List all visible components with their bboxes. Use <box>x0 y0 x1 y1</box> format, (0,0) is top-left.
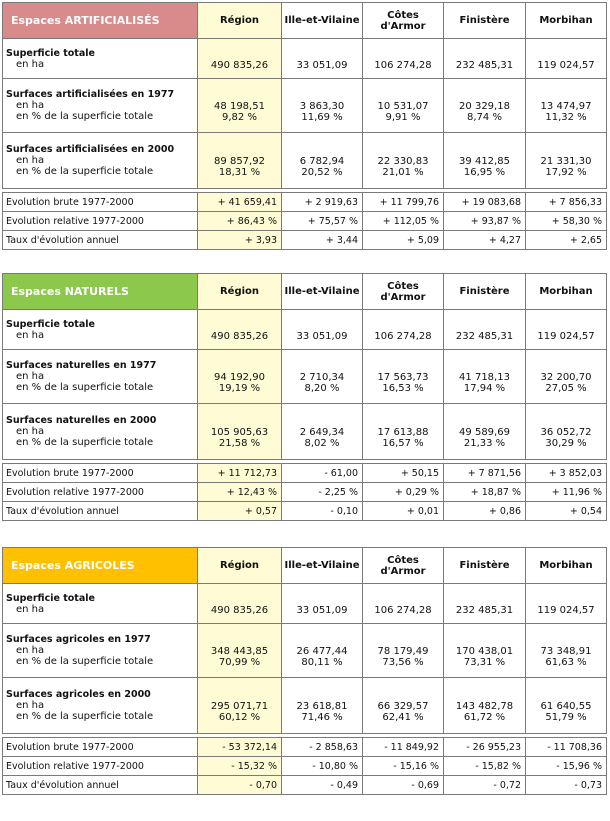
taux-evolution-row <box>3 231 607 250</box>
value-ille-et-vilaine <box>282 79 363 133</box>
value-pct: 61,63 % <box>545 656 587 668</box>
col-finistere: Finistère <box>444 274 526 310</box>
header-row <box>3 548 607 584</box>
value-cotes-armor: - 15,16 % <box>363 757 444 776</box>
value-finistere: 232 485,31 <box>444 310 526 350</box>
value-ille-et-vilaine: 33 051,09 <box>282 39 363 79</box>
value-morbihan: - 0,73 <box>526 776 607 795</box>
value-ha: 32 200,70 <box>540 371 592 383</box>
value-ha: 13 474,97 <box>540 100 592 112</box>
row-label: Taux d'évolution annuel <box>3 231 198 250</box>
value-finistere: + 4,27 <box>444 231 526 250</box>
evolution-brute-row <box>3 738 607 757</box>
value-finistere: + 18,87 % <box>444 483 526 502</box>
value-pct: 60,12 % <box>218 711 261 723</box>
value-cotes-armor: + 5,09 <box>363 231 444 250</box>
row-label: Evolution brute 1977-2000 <box>3 738 198 757</box>
value-ille-et-vilaine <box>282 133 363 189</box>
col-finistere: Finistère <box>444 3 526 39</box>
value-ha: 94 192,90 <box>214 371 265 383</box>
value-pct: 51,79 % <box>545 711 587 723</box>
value-ille-et-vilaine: - 61,00 <box>282 464 363 483</box>
value-morbihan <box>526 678 607 734</box>
year1977-row <box>3 79 607 133</box>
value-ha: 17 613,88 <box>377 426 429 438</box>
value-finistere: - 26 955,23 <box>444 738 526 757</box>
value-morbihan <box>526 79 607 133</box>
value-ha: 36 052,72 <box>540 426 592 438</box>
value-region <box>198 678 282 734</box>
value-finistere: + 19 083,68 <box>444 193 526 212</box>
value-finistere: + 7 871,56 <box>444 464 526 483</box>
value-ille-et-vilaine: - 0,10 <box>282 502 363 521</box>
value-morbihan <box>526 350 607 404</box>
value-pct: 71,46 % <box>301 711 343 723</box>
value-pct: 70,99 % <box>218 656 261 668</box>
row-label: Evolution relative 1977-2000 <box>3 212 198 231</box>
value-morbihan: + 11,96 % <box>526 483 607 502</box>
value-cotes-armor: + 11 799,76 <box>363 193 444 212</box>
row-label: Surfaces naturelles en 1977 en ha en % de la superficie totale <box>3 350 198 404</box>
value-ha: 170 438,01 <box>455 645 514 657</box>
value-region: + 41 659,41 <box>198 193 282 212</box>
superficie-row <box>3 584 607 624</box>
row-label: Superficie totale en ha <box>3 39 198 79</box>
value-pct: 17,94 % <box>463 382 506 394</box>
value-finistere: 232 485,31 <box>444 584 526 624</box>
row-label: Evolution brute 1977-2000 <box>3 193 198 212</box>
value-cotes-armor <box>363 678 444 734</box>
value-morbihan: + 2,65 <box>526 231 607 250</box>
value-pct: 11,32 % <box>545 111 587 123</box>
value-ille-et-vilaine: - 10,80 % <box>282 757 363 776</box>
value-ha: 78 179,49 <box>377 645 429 657</box>
value-region: 490 835,26 <box>198 310 282 350</box>
value-finistere: 232 485,31 <box>444 39 526 79</box>
row-label: Evolution brute 1977-2000 <box>3 464 198 483</box>
year1977-row <box>3 624 607 678</box>
taux-evolution-row <box>3 502 607 521</box>
value-pct: 8,02 % <box>304 437 340 449</box>
value-ha: 48 198,51 <box>214 100 265 112</box>
value-pct: 16,95 % <box>463 166 506 178</box>
value-ha: 39 412,85 <box>459 155 510 167</box>
value-ha: 22 330,83 <box>377 155 429 167</box>
value-ille-et-vilaine: + 2 919,63 <box>282 193 363 212</box>
superficie-row <box>3 39 607 79</box>
value-ille-et-vilaine <box>282 624 363 678</box>
evolution-relative-row <box>3 212 607 231</box>
col-ille-et-vilaine: Ille-et-Vilaine <box>282 3 363 39</box>
row-label: Taux d'évolution annuel <box>3 776 198 795</box>
value-cotes-armor: + 112,05 % <box>363 212 444 231</box>
value-pct: 17,92 % <box>545 166 587 178</box>
value-pct: 9,82 % <box>222 111 257 123</box>
value-cotes-armor <box>363 79 444 133</box>
value-region <box>198 79 282 133</box>
value-cotes-armor: + 50,15 <box>363 464 444 483</box>
value-finistere <box>444 624 526 678</box>
value-region <box>198 350 282 404</box>
value-morbihan <box>526 404 607 460</box>
value-cotes-armor <box>363 133 444 189</box>
value-finistere: - 15,82 % <box>444 757 526 776</box>
value-ha: 26 477,44 <box>296 645 348 657</box>
section-table <box>2 547 607 795</box>
value-finistere <box>444 133 526 189</box>
row-label: Surfaces naturelles en 2000 en ha en % de la superficie totale <box>3 404 198 460</box>
value-finistere <box>444 404 526 460</box>
section-1 <box>2 2 606 250</box>
col-region: Région <box>198 3 282 39</box>
col-cotes-armor: Côtes d'Armor <box>363 3 444 39</box>
evolution-relative-row <box>3 483 607 502</box>
value-cotes-armor <box>363 350 444 404</box>
value-region: + 3,93 <box>198 231 282 250</box>
value-pct: 30,29 % <box>545 437 587 449</box>
value-finistere <box>444 350 526 404</box>
value-cotes-armor: + 0,29 % <box>363 483 444 502</box>
value-ha: 295 071,71 <box>210 700 269 712</box>
value-region: + 11 712,73 <box>198 464 282 483</box>
value-ille-et-vilaine: - 2 858,63 <box>282 738 363 757</box>
superficie-row <box>3 310 607 350</box>
col-finistere: Finistère <box>444 548 526 584</box>
value-morbihan: + 58,30 % <box>526 212 607 231</box>
value-ha: 2 710,34 <box>299 371 345 383</box>
value-finistere: + 0,86 <box>444 502 526 521</box>
col-morbihan: Morbihan <box>526 274 607 310</box>
row-label: Surfaces agricoles en 1977 en ha en % de la superficie totale <box>3 624 198 678</box>
value-cotes-armor: - 0,69 <box>363 776 444 795</box>
value-pct: 21,01 % <box>382 166 424 178</box>
evolution-relative-row <box>3 757 607 776</box>
value-ha: 21 331,30 <box>540 155 592 167</box>
col-region: Région <box>198 274 282 310</box>
value-ha: 89 857,92 <box>214 155 265 167</box>
section-table <box>2 273 607 521</box>
value-ille-et-vilaine: + 3,44 <box>282 231 363 250</box>
year1977-row <box>3 350 607 404</box>
value-region: + 12,43 % <box>198 483 282 502</box>
value-ille-et-vilaine <box>282 678 363 734</box>
value-region <box>198 624 282 678</box>
value-cotes-armor: 106 274,28 <box>363 310 444 350</box>
value-ha: 143 482,78 <box>455 700 514 712</box>
row-label: Superficie totale en ha <box>3 584 198 624</box>
evolution-brute-row <box>3 464 607 483</box>
value-region: - 53 372,14 <box>198 738 282 757</box>
value-cotes-armor: 106 274,28 <box>363 584 444 624</box>
value-region: 490 835,26 <box>198 39 282 79</box>
row-label: Evolution relative 1977-2000 <box>3 757 198 776</box>
value-pct: 9,91 % <box>385 111 421 123</box>
taux-evolution-row <box>3 776 607 795</box>
value-finistere <box>444 79 526 133</box>
value-pct: 27,05 % <box>545 382 587 394</box>
row-label: Surfaces artificialisées en 1977 en ha en % de la superficie totale <box>3 79 198 133</box>
value-morbihan: + 3 852,03 <box>526 464 607 483</box>
value-pct: 20,52 % <box>301 166 343 178</box>
col-morbihan: Morbihan <box>526 548 607 584</box>
value-morbihan <box>526 624 607 678</box>
value-finistere: - 0,72 <box>444 776 526 795</box>
col-morbihan: Morbihan <box>526 3 607 39</box>
value-ha: 49 589,69 <box>459 426 510 438</box>
section-3 <box>2 547 606 795</box>
year2000-row <box>3 404 607 460</box>
value-ha: 3 863,30 <box>299 100 345 112</box>
col-cotes-armor: Côtes d'Armor <box>363 274 444 310</box>
value-pct: 16,53 % <box>382 382 424 394</box>
value-finistere: + 93,87 % <box>444 212 526 231</box>
row-label: Evolution relative 1977-2000 <box>3 483 198 502</box>
value-pct: 73,31 % <box>463 656 506 668</box>
value-region: - 0,70 <box>198 776 282 795</box>
row-label: Surfaces artificialisées en 2000 en ha en % de la superficie totale <box>3 133 198 189</box>
value-cotes-armor <box>363 624 444 678</box>
value-finistere <box>444 678 526 734</box>
value-ille-et-vilaine: 33 051,09 <box>282 584 363 624</box>
value-ille-et-vilaine: 33 051,09 <box>282 310 363 350</box>
year2000-row <box>3 133 607 189</box>
value-ha: 105 905,63 <box>210 426 269 438</box>
row-label: Taux d'évolution annuel <box>3 502 198 521</box>
value-morbihan: 119 024,57 <box>526 310 607 350</box>
value-ille-et-vilaine: - 0,49 <box>282 776 363 795</box>
row-label: Superficie totale en ha <box>3 310 198 350</box>
value-morbihan: - 11 708,36 <box>526 738 607 757</box>
value-region <box>198 133 282 189</box>
value-pct: 61,72 % <box>463 711 506 723</box>
value-region: + 0,57 <box>198 502 282 521</box>
value-ha: 17 563,73 <box>377 371 429 383</box>
value-region: 490 835,26 <box>198 584 282 624</box>
header-row <box>3 274 607 310</box>
value-ha: 61 640,55 <box>540 700 592 712</box>
col-region: Région <box>198 548 282 584</box>
header-row <box>3 3 607 39</box>
value-ille-et-vilaine <box>282 404 363 460</box>
section-title: Espaces ARTIFICIALISÉS <box>3 3 198 39</box>
value-ha: 6 782,94 <box>299 155 345 167</box>
value-ille-et-vilaine <box>282 350 363 404</box>
value-ha: 66 329,57 <box>377 700 429 712</box>
value-pct: 21,58 % <box>218 437 261 449</box>
value-pct: 8,20 % <box>304 382 340 394</box>
value-ille-et-vilaine: + 75,57 % <box>282 212 363 231</box>
value-morbihan <box>526 133 607 189</box>
value-ha: 348 443,85 <box>210 645 269 657</box>
col-cotes-armor: Côtes d'Armor <box>363 548 444 584</box>
value-pct: 21,33 % <box>463 437 506 449</box>
value-cotes-armor <box>363 404 444 460</box>
col-ille-et-vilaine: Ille-et-Vilaine <box>282 548 363 584</box>
col-ille-et-vilaine: Ille-et-Vilaine <box>282 274 363 310</box>
value-ha: 2 649,34 <box>299 426 345 438</box>
value-morbihan: + 0,54 <box>526 502 607 521</box>
value-region: - 15,32 % <box>198 757 282 776</box>
evolution-brute-row <box>3 193 607 212</box>
value-pct: 18,31 % <box>218 166 261 178</box>
value-morbihan: - 15,96 % <box>526 757 607 776</box>
section-title: Espaces NATURELS <box>3 274 198 310</box>
value-ille-et-vilaine: - 2,25 % <box>282 483 363 502</box>
value-pct: 73,56 % <box>382 656 424 668</box>
section-title: Espaces AGRICOLES <box>3 548 198 584</box>
value-region <box>198 404 282 460</box>
value-morbihan: + 7 856,33 <box>526 193 607 212</box>
section-2 <box>2 273 606 521</box>
section-table <box>2 2 607 250</box>
value-pct: 16,57 % <box>382 437 424 449</box>
value-pct: 19,19 % <box>218 382 261 394</box>
row-label: Surfaces agricoles en 2000 en ha en % de la superficie totale <box>3 678 198 734</box>
value-cotes-armor: - 11 849,92 <box>363 738 444 757</box>
value-ha: 41 718,13 <box>459 371 510 383</box>
value-cotes-armor: 106 274,28 <box>363 39 444 79</box>
value-ha: 23 618,81 <box>296 700 348 712</box>
value-pct: 11,69 % <box>301 111 343 123</box>
value-morbihan: 119 024,57 <box>526 584 607 624</box>
value-ha: 20 329,18 <box>459 100 510 112</box>
value-pct: 62,41 % <box>382 711 424 723</box>
value-pct: 80,11 % <box>301 656 343 668</box>
value-region: + 86,43 % <box>198 212 282 231</box>
year2000-row <box>3 678 607 734</box>
value-morbihan: 119 024,57 <box>526 39 607 79</box>
value-ha: 73 348,91 <box>540 645 592 657</box>
value-cotes-armor: + 0,01 <box>363 502 444 521</box>
value-ha: 10 531,07 <box>377 100 429 112</box>
value-pct: 8,74 % <box>467 111 502 123</box>
